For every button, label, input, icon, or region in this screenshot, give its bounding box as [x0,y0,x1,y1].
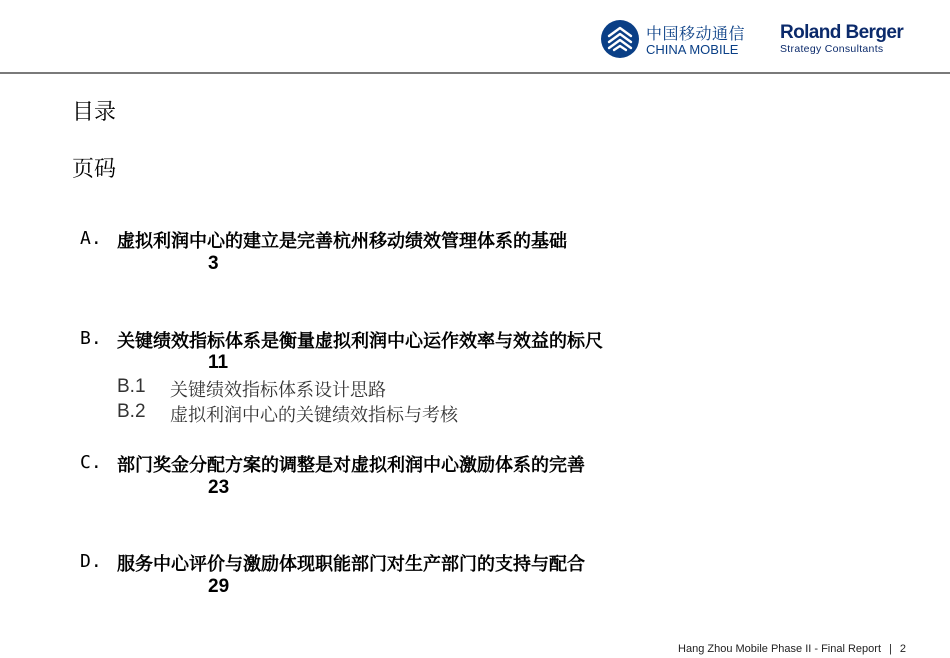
header-divider [0,72,950,74]
subsection-b2-title[interactable]: 虚拟利润中心的关键绩效指标与考核 [170,405,458,426]
subsection-b1-number: B.1 [117,376,146,397]
section-c-letter: C. [80,452,102,473]
section-b-letter: B. [80,328,102,349]
section-c-title[interactable]: 部门奖金分配方案的调整是对虚拟利润中心激励体系的完善 [117,455,585,476]
contents-title: 目录 [72,100,117,125]
section-b-page: 11 [208,352,229,373]
footer [678,643,906,655]
header-bar [0,0,950,72]
roland-berger-name: Roland Berger [780,22,904,43]
section-d-title[interactable]: 服务中心评价与激励体现职能部门对生产部门的支持与配合 [117,554,585,575]
china-mobile-cn-name: 中国移动通信 [646,24,746,43]
section-a-letter: A. [80,228,102,249]
footer-separator: | [889,643,892,655]
china-mobile-en-name: CHINA MOBILE [646,42,739,57]
page-number-heading: 页码 [72,157,117,182]
section-d-page: 29 [208,576,230,597]
section-d-letter: D. [80,551,102,572]
section-a-title[interactable]: 虚拟利润中心的建立是完善杭州移动绩效管理体系的基础 [117,231,567,252]
china-mobile-logo [600,19,748,61]
footer-report-title: Hang Zhou Mobile Phase II - Final Report [678,643,882,655]
section-b-title[interactable]: 关键绩效指标体系是衡量虚拟利润中心运作效率与效益的标尺 [117,331,603,352]
section-c-page: 23 [208,477,230,498]
roland-berger-subtitle: Strategy Consultants [780,43,884,55]
section-a-page: 3 [208,253,219,274]
subsection-b1-title[interactable]: 关键绩效指标体系设计思路 [170,380,386,401]
roland-berger-logo [780,22,910,62]
subsection-b2-number: B.2 [117,401,146,422]
china-mobile-emblem-icon [600,19,640,59]
footer-page-number: 2 [899,643,906,655]
